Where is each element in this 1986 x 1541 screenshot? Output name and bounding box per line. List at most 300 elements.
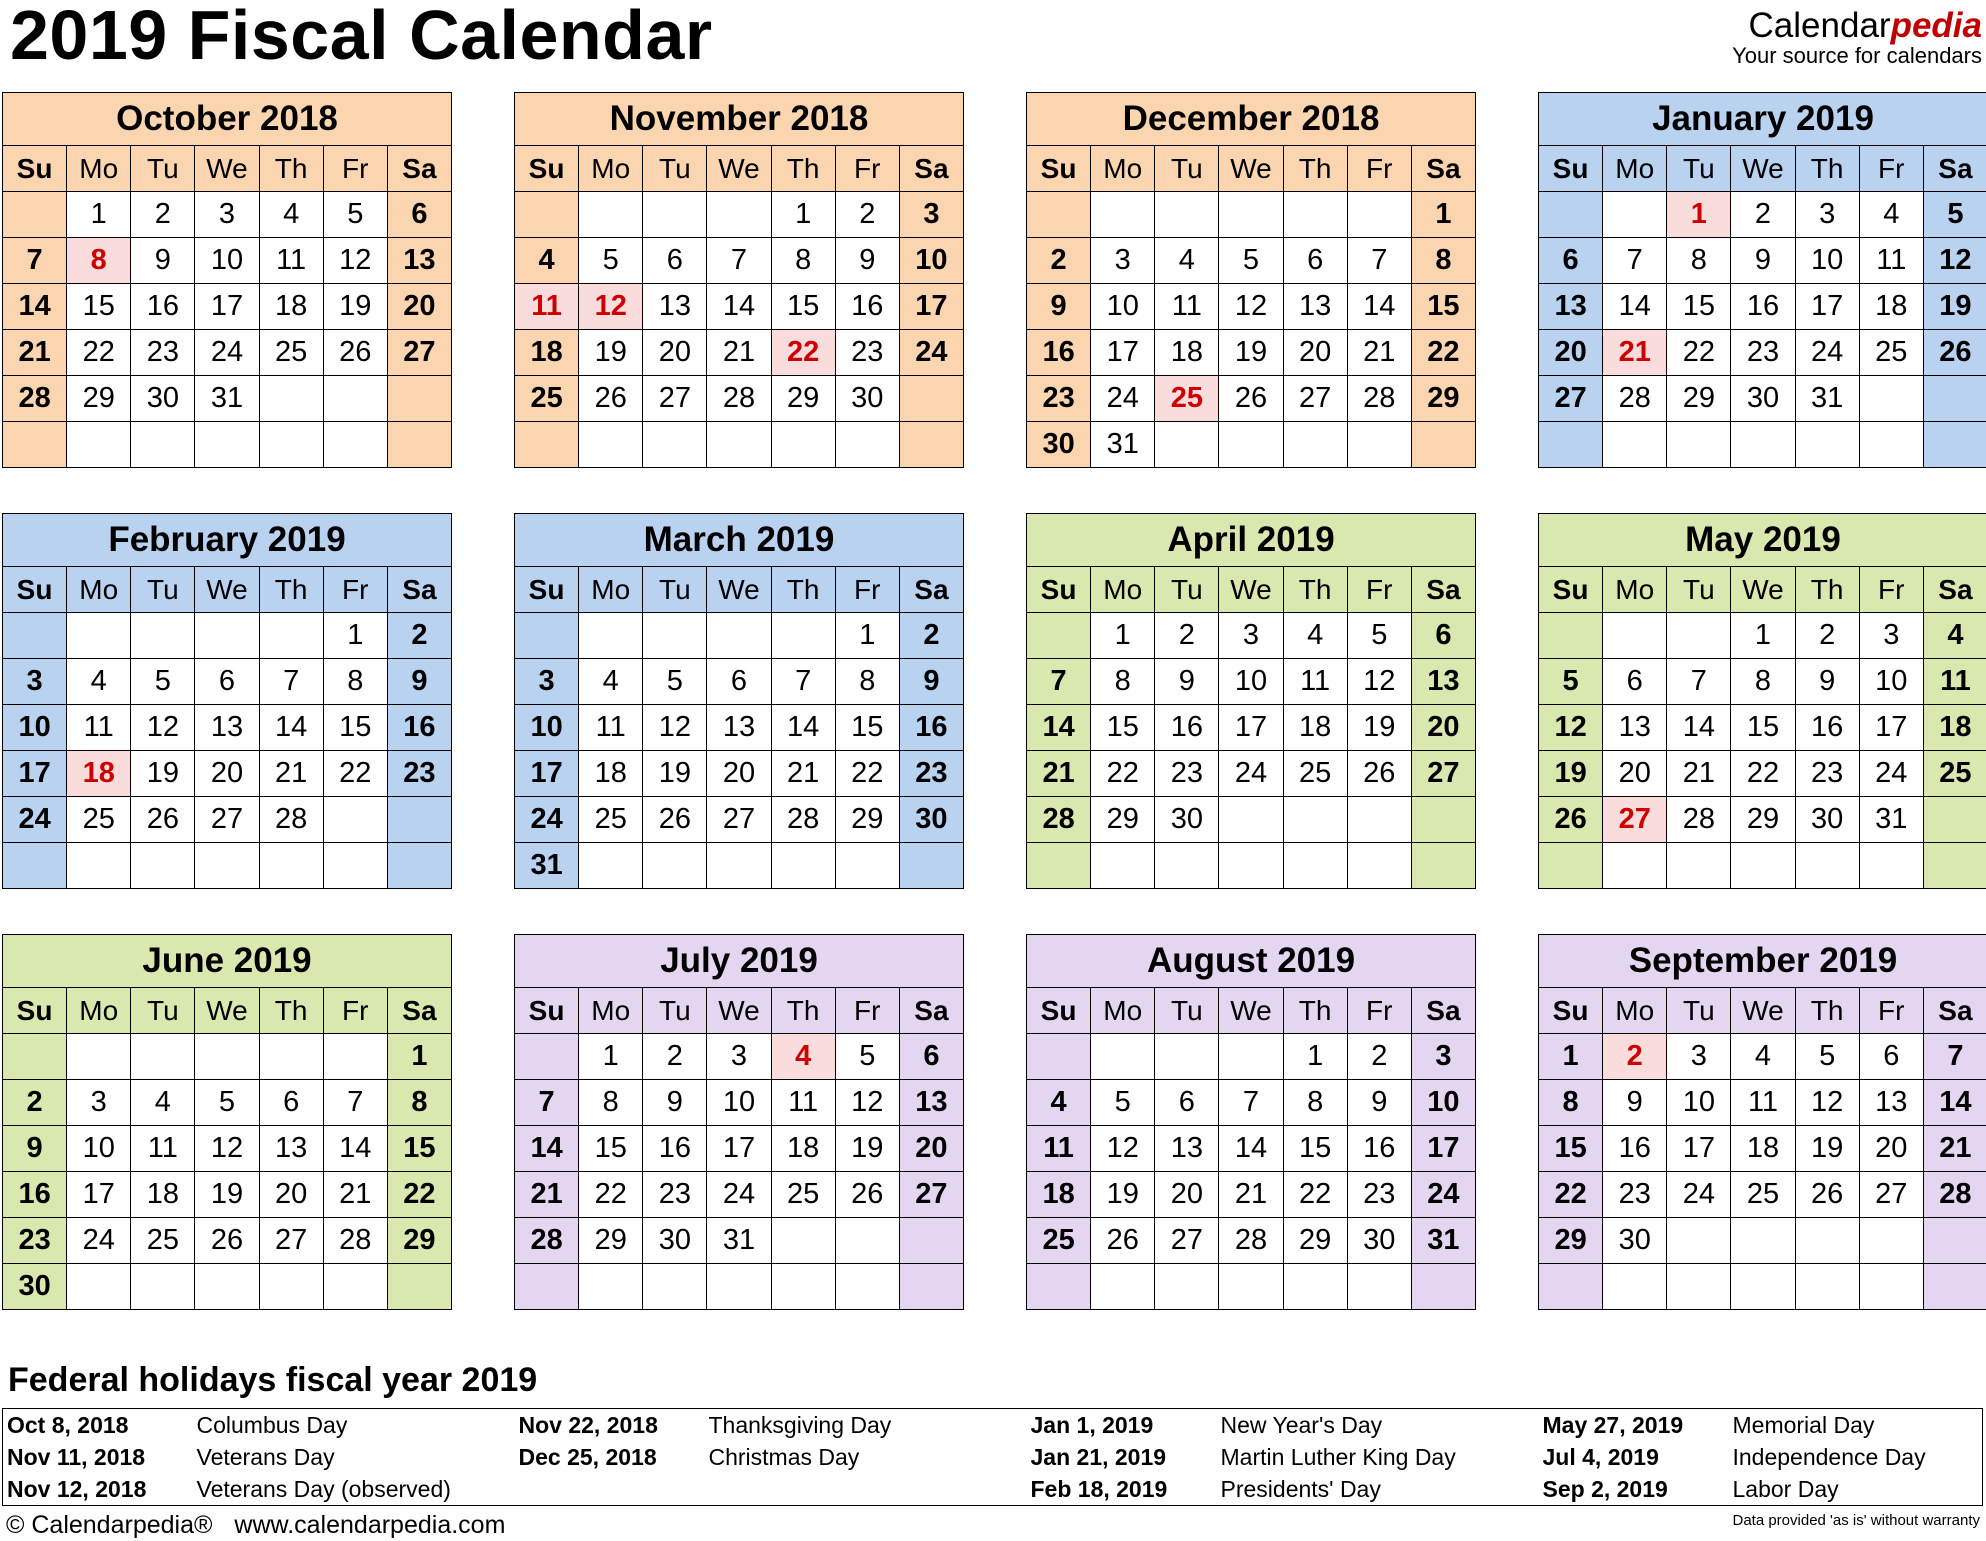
- day-cell[interactable]: 28: [1347, 376, 1411, 422]
- day-cell[interactable]: 27: [1859, 1172, 1923, 1218]
- day-cell[interactable]: 22: [387, 1172, 451, 1218]
- day-cell[interactable]: 8: [1283, 1080, 1347, 1126]
- day-cell[interactable]: 8: [1667, 238, 1731, 284]
- day-cell[interactable]: 12: [643, 705, 707, 751]
- day-cell[interactable]: 14: [1347, 284, 1411, 330]
- day-cell[interactable]: 19: [579, 330, 643, 376]
- day-cell[interactable]: 4: [1731, 1034, 1795, 1080]
- holiday-day-cell[interactable]: 11: [515, 284, 579, 330]
- day-cell[interactable]: 6: [1539, 238, 1603, 284]
- day-cell[interactable]: 17: [3, 751, 67, 797]
- day-cell[interactable]: 25: [67, 797, 131, 843]
- day-cell[interactable]: 16: [1347, 1126, 1411, 1172]
- day-cell[interactable]: 26: [1795, 1172, 1859, 1218]
- day-cell[interactable]: 9: [387, 659, 451, 705]
- day-cell[interactable]: 6: [387, 192, 451, 238]
- holiday-day-cell[interactable]: 1: [1667, 192, 1731, 238]
- day-cell[interactable]: 2: [835, 192, 899, 238]
- day-cell[interactable]: 1: [835, 613, 899, 659]
- day-cell[interactable]: 19: [835, 1126, 899, 1172]
- day-cell[interactable]: 3: [195, 192, 259, 238]
- day-cell[interactable]: 5: [835, 1034, 899, 1080]
- day-cell[interactable]: 19: [1347, 705, 1411, 751]
- day-cell[interactable]: 21: [515, 1172, 579, 1218]
- day-cell[interactable]: 8: [835, 659, 899, 705]
- day-cell[interactable]: 16: [1795, 705, 1859, 751]
- day-cell[interactable]: 26: [643, 797, 707, 843]
- day-cell[interactable]: 26: [1091, 1218, 1155, 1264]
- day-cell[interactable]: 10: [1795, 238, 1859, 284]
- day-cell[interactable]: 25: [579, 797, 643, 843]
- day-cell[interactable]: 28: [707, 376, 771, 422]
- day-cell[interactable]: 18: [579, 751, 643, 797]
- day-cell[interactable]: 3: [515, 659, 579, 705]
- day-cell[interactable]: 4: [515, 238, 579, 284]
- day-cell[interactable]: 26: [1923, 330, 1986, 376]
- day-cell[interactable]: 10: [707, 1080, 771, 1126]
- day-cell[interactable]: 4: [259, 192, 323, 238]
- day-cell[interactable]: 23: [1795, 751, 1859, 797]
- day-cell[interactable]: 22: [1731, 751, 1795, 797]
- day-cell[interactable]: 7: [323, 1080, 387, 1126]
- day-cell[interactable]: 31: [515, 843, 579, 889]
- day-cell[interactable]: 25: [771, 1172, 835, 1218]
- day-cell[interactable]: 21: [707, 330, 771, 376]
- holiday-day-cell[interactable]: 25: [1155, 376, 1219, 422]
- day-cell[interactable]: 21: [1347, 330, 1411, 376]
- day-cell[interactable]: 17: [1219, 705, 1283, 751]
- day-cell[interactable]: 2: [1731, 192, 1795, 238]
- day-cell[interactable]: 14: [323, 1126, 387, 1172]
- holiday-day-cell[interactable]: 22: [771, 330, 835, 376]
- day-cell[interactable]: 22: [1283, 1172, 1347, 1218]
- day-cell[interactable]: 25: [259, 330, 323, 376]
- day-cell[interactable]: 4: [67, 659, 131, 705]
- day-cell[interactable]: 20: [387, 284, 451, 330]
- day-cell[interactable]: 14: [1603, 284, 1667, 330]
- day-cell[interactable]: 27: [643, 376, 707, 422]
- day-cell[interactable]: 19: [643, 751, 707, 797]
- day-cell[interactable]: 4: [1923, 613, 1986, 659]
- day-cell[interactable]: 13: [1859, 1080, 1923, 1126]
- day-cell[interactable]: 20: [643, 330, 707, 376]
- day-cell[interactable]: 28: [3, 376, 67, 422]
- day-cell[interactable]: 14: [1219, 1126, 1283, 1172]
- day-cell[interactable]: 23: [1027, 376, 1091, 422]
- day-cell[interactable]: 29: [1091, 797, 1155, 843]
- day-cell[interactable]: 28: [1027, 797, 1091, 843]
- day-cell[interactable]: 1: [771, 192, 835, 238]
- day-cell[interactable]: 18: [515, 330, 579, 376]
- day-cell[interactable]: 18: [1283, 705, 1347, 751]
- day-cell[interactable]: 27: [1539, 376, 1603, 422]
- day-cell[interactable]: 14: [515, 1126, 579, 1172]
- day-cell[interactable]: 23: [1603, 1172, 1667, 1218]
- day-cell[interactable]: 24: [707, 1172, 771, 1218]
- day-cell[interactable]: 11: [1923, 659, 1986, 705]
- day-cell[interactable]: 16: [3, 1172, 67, 1218]
- day-cell[interactable]: 13: [1539, 284, 1603, 330]
- day-cell[interactable]: 20: [195, 751, 259, 797]
- day-cell[interactable]: 24: [195, 330, 259, 376]
- day-cell[interactable]: 22: [1091, 751, 1155, 797]
- day-cell[interactable]: 18: [1155, 330, 1219, 376]
- day-cell[interactable]: 15: [387, 1126, 451, 1172]
- day-cell[interactable]: 3: [3, 659, 67, 705]
- day-cell[interactable]: 14: [259, 705, 323, 751]
- day-cell[interactable]: 17: [707, 1126, 771, 1172]
- day-cell[interactable]: 25: [515, 376, 579, 422]
- day-cell[interactable]: 27: [707, 797, 771, 843]
- day-cell[interactable]: 13: [899, 1080, 963, 1126]
- day-cell[interactable]: 21: [3, 330, 67, 376]
- day-cell[interactable]: 15: [835, 705, 899, 751]
- day-cell[interactable]: 3: [1667, 1034, 1731, 1080]
- day-cell[interactable]: 14: [3, 284, 67, 330]
- day-cell[interactable]: 4: [579, 659, 643, 705]
- day-cell[interactable]: 25: [1859, 330, 1923, 376]
- day-cell[interactable]: 23: [1155, 751, 1219, 797]
- day-cell[interactable]: 11: [131, 1126, 195, 1172]
- day-cell[interactable]: 8: [387, 1080, 451, 1126]
- day-cell[interactable]: 18: [771, 1126, 835, 1172]
- day-cell[interactable]: 24: [1219, 751, 1283, 797]
- day-cell[interactable]: 12: [195, 1126, 259, 1172]
- day-cell[interactable]: 9: [899, 659, 963, 705]
- day-cell[interactable]: 19: [323, 284, 387, 330]
- day-cell[interactable]: 13: [259, 1126, 323, 1172]
- day-cell[interactable]: 28: [1219, 1218, 1283, 1264]
- day-cell[interactable]: 29: [387, 1218, 451, 1264]
- day-cell[interactable]: 1: [67, 192, 131, 238]
- day-cell[interactable]: 31: [1795, 376, 1859, 422]
- day-cell[interactable]: 31: [1859, 797, 1923, 843]
- day-cell[interactable]: 10: [195, 238, 259, 284]
- day-cell[interactable]: 12: [1091, 1126, 1155, 1172]
- day-cell[interactable]: 8: [579, 1080, 643, 1126]
- day-cell[interactable]: 2: [1347, 1034, 1411, 1080]
- day-cell[interactable]: 10: [899, 238, 963, 284]
- day-cell[interactable]: 29: [1411, 376, 1475, 422]
- day-cell[interactable]: 5: [131, 659, 195, 705]
- day-cell[interactable]: 31: [195, 376, 259, 422]
- day-cell[interactable]: 13: [1411, 659, 1475, 705]
- day-cell[interactable]: 17: [1411, 1126, 1475, 1172]
- day-cell[interactable]: 1: [387, 1034, 451, 1080]
- day-cell[interactable]: 19: [1219, 330, 1283, 376]
- day-cell[interactable]: 7: [3, 238, 67, 284]
- day-cell[interactable]: 18: [259, 284, 323, 330]
- day-cell[interactable]: 16: [1027, 330, 1091, 376]
- holiday-day-cell[interactable]: 2: [1603, 1034, 1667, 1080]
- day-cell[interactable]: 1: [1091, 613, 1155, 659]
- day-cell[interactable]: 27: [1411, 751, 1475, 797]
- day-cell[interactable]: 29: [835, 797, 899, 843]
- day-cell[interactable]: 1: [1283, 1034, 1347, 1080]
- day-cell[interactable]: 7: [1667, 659, 1731, 705]
- day-cell[interactable]: 6: [899, 1034, 963, 1080]
- day-cell[interactable]: 6: [1859, 1034, 1923, 1080]
- day-cell[interactable]: 24: [1091, 376, 1155, 422]
- day-cell[interactable]: 11: [1731, 1080, 1795, 1126]
- holiday-day-cell[interactable]: 27: [1603, 797, 1667, 843]
- holiday-day-cell[interactable]: 18: [67, 751, 131, 797]
- day-cell[interactable]: 5: [323, 192, 387, 238]
- day-cell[interactable]: 17: [1667, 1126, 1731, 1172]
- day-cell[interactable]: 20: [1411, 705, 1475, 751]
- day-cell[interactable]: 3: [1411, 1034, 1475, 1080]
- day-cell[interactable]: 3: [1795, 192, 1859, 238]
- day-cell[interactable]: 25: [1283, 751, 1347, 797]
- day-cell[interactable]: 28: [1923, 1172, 1986, 1218]
- day-cell[interactable]: 9: [1027, 284, 1091, 330]
- day-cell[interactable]: 31: [707, 1218, 771, 1264]
- day-cell[interactable]: 20: [259, 1172, 323, 1218]
- day-cell[interactable]: 10: [1859, 659, 1923, 705]
- day-cell[interactable]: 15: [1283, 1126, 1347, 1172]
- day-cell[interactable]: 10: [67, 1126, 131, 1172]
- day-cell[interactable]: 17: [1795, 284, 1859, 330]
- website-link[interactable]: www.calendarpedia.com: [234, 1511, 506, 1539]
- day-cell[interactable]: 28: [323, 1218, 387, 1264]
- day-cell[interactable]: 25: [131, 1218, 195, 1264]
- holiday-day-cell[interactable]: 8: [67, 238, 131, 284]
- day-cell[interactable]: 23: [1731, 330, 1795, 376]
- day-cell[interactable]: 6: [1155, 1080, 1219, 1126]
- day-cell[interactable]: 22: [579, 1172, 643, 1218]
- brand-logo[interactable]: [1732, 7, 1982, 67]
- day-cell[interactable]: 5: [1347, 613, 1411, 659]
- day-cell[interactable]: 20: [1603, 751, 1667, 797]
- day-cell[interactable]: 21: [1219, 1172, 1283, 1218]
- day-cell[interactable]: 26: [1219, 376, 1283, 422]
- day-cell[interactable]: 31: [1091, 422, 1155, 468]
- day-cell[interactable]: 23: [1347, 1172, 1411, 1218]
- day-cell[interactable]: 30: [1603, 1218, 1667, 1264]
- day-cell[interactable]: 29: [1283, 1218, 1347, 1264]
- day-cell[interactable]: 8: [1411, 238, 1475, 284]
- day-cell[interactable]: 13: [387, 238, 451, 284]
- day-cell[interactable]: 13: [1283, 284, 1347, 330]
- day-cell[interactable]: 7: [1923, 1034, 1986, 1080]
- day-cell[interactable]: 12: [323, 238, 387, 284]
- day-cell[interactable]: 18: [1859, 284, 1923, 330]
- day-cell[interactable]: 22: [1411, 330, 1475, 376]
- day-cell[interactable]: 13: [707, 705, 771, 751]
- day-cell[interactable]: 11: [259, 238, 323, 284]
- day-cell[interactable]: 8: [1731, 659, 1795, 705]
- day-cell[interactable]: 14: [707, 284, 771, 330]
- day-cell[interactable]: 15: [323, 705, 387, 751]
- day-cell[interactable]: 26: [195, 1218, 259, 1264]
- day-cell[interactable]: 10: [1091, 284, 1155, 330]
- day-cell[interactable]: 13: [643, 284, 707, 330]
- day-cell[interactable]: 3: [707, 1034, 771, 1080]
- day-cell[interactable]: 6: [707, 659, 771, 705]
- day-cell[interactable]: 21: [323, 1172, 387, 1218]
- day-cell[interactable]: 11: [579, 705, 643, 751]
- day-cell[interactable]: 24: [1795, 330, 1859, 376]
- day-cell[interactable]: 2: [1027, 238, 1091, 284]
- day-cell[interactable]: 23: [835, 330, 899, 376]
- day-cell[interactable]: 11: [1027, 1126, 1091, 1172]
- day-cell[interactable]: 19: [1539, 751, 1603, 797]
- day-cell[interactable]: 29: [1731, 797, 1795, 843]
- day-cell[interactable]: 9: [1731, 238, 1795, 284]
- day-cell[interactable]: 26: [1347, 751, 1411, 797]
- day-cell[interactable]: 15: [771, 284, 835, 330]
- day-cell[interactable]: 17: [899, 284, 963, 330]
- day-cell[interactable]: 6: [643, 238, 707, 284]
- day-cell[interactable]: 12: [131, 705, 195, 751]
- day-cell[interactable]: 1: [579, 1034, 643, 1080]
- day-cell[interactable]: 3: [899, 192, 963, 238]
- day-cell[interactable]: 30: [3, 1264, 67, 1310]
- day-cell[interactable]: 24: [67, 1218, 131, 1264]
- day-cell[interactable]: 14: [771, 705, 835, 751]
- day-cell[interactable]: 7: [515, 1080, 579, 1126]
- day-cell[interactable]: 2: [1155, 613, 1219, 659]
- day-cell[interactable]: 22: [1667, 330, 1731, 376]
- day-cell[interactable]: 16: [1155, 705, 1219, 751]
- day-cell[interactable]: 2: [643, 1034, 707, 1080]
- day-cell[interactable]: 30: [1731, 376, 1795, 422]
- day-cell[interactable]: 27: [1155, 1218, 1219, 1264]
- day-cell[interactable]: 30: [899, 797, 963, 843]
- day-cell[interactable]: 23: [131, 330, 195, 376]
- day-cell[interactable]: 16: [1731, 284, 1795, 330]
- day-cell[interactable]: 4: [131, 1080, 195, 1126]
- day-cell[interactable]: 19: [1091, 1172, 1155, 1218]
- day-cell[interactable]: 2: [1795, 613, 1859, 659]
- day-cell[interactable]: 30: [1027, 422, 1091, 468]
- day-cell[interactable]: 20: [899, 1126, 963, 1172]
- day-cell[interactable]: 4: [1155, 238, 1219, 284]
- day-cell[interactable]: 2: [131, 192, 195, 238]
- day-cell[interactable]: 21: [1667, 751, 1731, 797]
- day-cell[interactable]: 15: [67, 284, 131, 330]
- day-cell[interactable]: 23: [643, 1172, 707, 1218]
- day-cell[interactable]: 7: [1347, 238, 1411, 284]
- day-cell[interactable]: 3: [1859, 613, 1923, 659]
- day-cell[interactable]: 11: [67, 705, 131, 751]
- day-cell[interactable]: 2: [3, 1080, 67, 1126]
- day-cell[interactable]: 6: [1283, 238, 1347, 284]
- day-cell[interactable]: 16: [899, 705, 963, 751]
- day-cell[interactable]: 25: [1027, 1218, 1091, 1264]
- day-cell[interactable]: 19: [195, 1172, 259, 1218]
- day-cell[interactable]: 24: [1859, 751, 1923, 797]
- day-cell[interactable]: 7: [1027, 659, 1091, 705]
- day-cell[interactable]: 5: [579, 238, 643, 284]
- day-cell[interactable]: 9: [1795, 659, 1859, 705]
- day-cell[interactable]: 7: [259, 659, 323, 705]
- day-cell[interactable]: 30: [643, 1218, 707, 1264]
- day-cell[interactable]: 30: [1155, 797, 1219, 843]
- day-cell[interactable]: 5: [195, 1080, 259, 1126]
- day-cell[interactable]: 8: [323, 659, 387, 705]
- day-cell[interactable]: 9: [1603, 1080, 1667, 1126]
- day-cell[interactable]: 20: [1155, 1172, 1219, 1218]
- day-cell[interactable]: 7: [707, 238, 771, 284]
- day-cell[interactable]: 1: [1539, 1034, 1603, 1080]
- day-cell[interactable]: 9: [643, 1080, 707, 1126]
- day-cell[interactable]: 26: [835, 1172, 899, 1218]
- day-cell[interactable]: 16: [643, 1126, 707, 1172]
- holiday-day-cell[interactable]: 21: [1603, 330, 1667, 376]
- day-cell[interactable]: 29: [1539, 1218, 1603, 1264]
- day-cell[interactable]: 20: [1539, 330, 1603, 376]
- day-cell[interactable]: 30: [1795, 797, 1859, 843]
- day-cell[interactable]: 30: [131, 376, 195, 422]
- day-cell[interactable]: 26: [1539, 797, 1603, 843]
- day-cell[interactable]: 6: [1603, 659, 1667, 705]
- holiday-day-cell[interactable]: 4: [771, 1034, 835, 1080]
- day-cell[interactable]: 6: [195, 659, 259, 705]
- day-cell[interactable]: 26: [131, 797, 195, 843]
- day-cell[interactable]: 6: [259, 1080, 323, 1126]
- day-cell[interactable]: 1: [323, 613, 387, 659]
- day-cell[interactable]: 17: [1091, 330, 1155, 376]
- day-cell[interactable]: 8: [771, 238, 835, 284]
- day-cell[interactable]: 30: [835, 376, 899, 422]
- day-cell[interactable]: 4: [1859, 192, 1923, 238]
- day-cell[interactable]: 23: [387, 751, 451, 797]
- day-cell[interactable]: 28: [1667, 797, 1731, 843]
- day-cell[interactable]: 18: [1027, 1172, 1091, 1218]
- day-cell[interactable]: 7: [771, 659, 835, 705]
- day-cell[interactable]: 10: [3, 705, 67, 751]
- day-cell[interactable]: 20: [1859, 1126, 1923, 1172]
- day-cell[interactable]: 25: [1731, 1172, 1795, 1218]
- day-cell[interactable]: 21: [259, 751, 323, 797]
- day-cell[interactable]: 27: [259, 1218, 323, 1264]
- day-cell[interactable]: 19: [131, 751, 195, 797]
- day-cell[interactable]: 11: [771, 1080, 835, 1126]
- day-cell[interactable]: 20: [1283, 330, 1347, 376]
- day-cell[interactable]: 22: [1539, 1172, 1603, 1218]
- day-cell[interactable]: 28: [1603, 376, 1667, 422]
- day-cell[interactable]: 9: [835, 238, 899, 284]
- day-cell[interactable]: 17: [515, 751, 579, 797]
- day-cell[interactable]: 18: [1731, 1126, 1795, 1172]
- day-cell[interactable]: 30: [1347, 1218, 1411, 1264]
- day-cell[interactable]: 15: [579, 1126, 643, 1172]
- day-cell[interactable]: 5: [1539, 659, 1603, 705]
- day-cell[interactable]: 14: [1667, 705, 1731, 751]
- day-cell[interactable]: 15: [1667, 284, 1731, 330]
- day-cell[interactable]: 15: [1091, 705, 1155, 751]
- day-cell[interactable]: 7: [1219, 1080, 1283, 1126]
- day-cell[interactable]: 15: [1411, 284, 1475, 330]
- day-cell[interactable]: 17: [1859, 705, 1923, 751]
- day-cell[interactable]: 29: [1667, 376, 1731, 422]
- day-cell[interactable]: 10: [1219, 659, 1283, 705]
- day-cell[interactable]: 10: [1667, 1080, 1731, 1126]
- day-cell[interactable]: 12: [1795, 1080, 1859, 1126]
- day-cell[interactable]: 5: [643, 659, 707, 705]
- day-cell[interactable]: 27: [195, 797, 259, 843]
- day-cell[interactable]: 16: [1603, 1126, 1667, 1172]
- day-cell[interactable]: 12: [1219, 284, 1283, 330]
- day-cell[interactable]: 12: [1923, 238, 1986, 284]
- day-cell[interactable]: 5: [1795, 1034, 1859, 1080]
- day-cell[interactable]: 2: [899, 613, 963, 659]
- day-cell[interactable]: 22: [67, 330, 131, 376]
- day-cell[interactable]: 8: [1091, 659, 1155, 705]
- day-cell[interactable]: 29: [771, 376, 835, 422]
- day-cell[interactable]: 16: [387, 705, 451, 751]
